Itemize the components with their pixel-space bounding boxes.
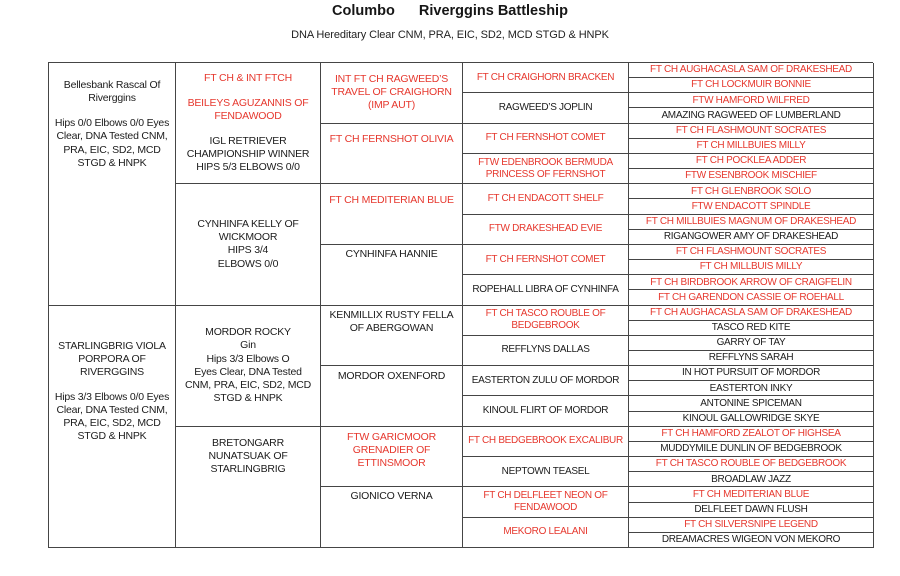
generation-3-cell-7: [321, 427, 463, 488]
pedigree-entry: IGL RETRIEVER CHAMPIONSHIP WINNER HIPS 5/3 ELBOWS 0/0: [186, 135, 310, 174]
generation-5-cell-19: [629, 336, 874, 351]
pedigree-entry: FTW DRAKESHEAD EVIE: [488, 223, 603, 235]
generation-5-cell-6: [629, 139, 874, 154]
pedigree-entry: Hips 0/0 Elbows 0/0 Eyes Clear, DNA Tested CNM, PRA, EIC, SD2, MCD STGD & HNPK: [54, 117, 170, 169]
document-subtitle: DNA Hereditary Clear CNM, PRA, EIC, SD2, MCD STGD & HNPK: [291, 29, 609, 41]
pedigree-entry: ROPEHALL LIBRA OF CYNHINFA: [472, 283, 619, 295]
generation-5-cell-10: [629, 199, 874, 214]
generation-4-cell-4: [463, 154, 629, 184]
generation-4-cell-3: [463, 124, 629, 154]
pedigree-entry: TASCO RED KITE: [711, 321, 791, 333]
pedigree-entry: FT CH FERNSHOT COMET: [485, 132, 606, 144]
pedigree-entry: FT CH AUGHACASLA SAM OF DRAKESHEAD: [650, 306, 852, 318]
generation-4-cell-8: [463, 275, 629, 305]
generation-2-cell-2: [176, 184, 321, 305]
generation-5-cell-8: [629, 169, 874, 184]
pedigree-entry: REFFLYNS SARAH: [708, 352, 794, 364]
pedigree-entry: KINOUL GALLOWRIDGE SKYE: [682, 412, 820, 424]
pedigree-entry: FT CH ENDACOTT SHELF: [487, 192, 604, 204]
pedigree-entry: FT CH AUGHACASLA SAM OF DRAKESHEAD: [650, 64, 852, 76]
generation-5-cell-18: [629, 321, 874, 336]
generation-5-cell-11: [629, 215, 874, 230]
generation-5-cell-13: [629, 245, 874, 260]
pedigree-entry: KINOUL FLIRT OF MORDOR: [482, 405, 609, 417]
pedigree-entry: MUDDYMILE DUNLIN OF BEDGEBROOK: [660, 443, 842, 455]
generation-5-cell-1: [629, 63, 874, 78]
generation-3-cell-6: [321, 366, 463, 427]
generation-2-cell-3: [176, 306, 321, 427]
pedigree-entry: FT CH GLENBROOK SOLO: [691, 185, 811, 197]
pedigree-entry: FT CH CRAIGHORN BRACKEN: [476, 71, 615, 83]
pedigree-entry: FT CH GARENDON CASSIE OF ROEHALL: [658, 291, 844, 303]
dog-registered-name: Riverggins Battleship: [418, 3, 568, 19]
pedigree-entry: INT FT CH RAGWEED’S TRAVEL OF CRAIGHORN (IMP AUT): [331, 73, 452, 112]
pedigree-entry: NEPTOWN TEASEL: [501, 465, 590, 477]
pedigree-entry: EASTERTON INKY: [709, 382, 793, 394]
generation-5-cell-27: [629, 457, 874, 472]
generation-4-cell-1: [463, 63, 629, 93]
pedigree-entry: FT CH POCKLEA ADDER: [695, 155, 807, 167]
pedigree-entry: Hips 3/3 Elbows 0/0 Eyes Clear, DNA Tested CNM, PRA, EIC, SD2, MCD STGD & HNPK: [54, 390, 170, 443]
pedigree-entry: MORDOR ROCKY Gin Hips 3/3 Elbows O Eyes Clear, DNA Tested CNM, PRA, EIC, SD2, MCD STGD & HNPK: [184, 326, 312, 404]
pedigree-entry: FT CH MEDITERIAN BLUE: [692, 488, 810, 500]
pedigree-entry: STARLINGBRIG VIOLA PORPORA OF RIVERGGINS: [58, 339, 166, 378]
generation-5-cell-12: [629, 230, 874, 245]
generation-3-cell-3: [321, 184, 463, 245]
generation-5-cell-30: [629, 503, 874, 518]
generation-3-cell-1: [321, 63, 463, 124]
pedigree-entry: BEILEYS AGUZANNIS OF FENDAWOOD: [187, 96, 309, 122]
pedigree-entry: Bellesbank Rascal Of Riverggins: [63, 79, 161, 105]
generation-5-cell-24: [629, 412, 874, 427]
generation-5-cell-31: [629, 518, 874, 533]
generation-5-cell-21: [629, 366, 874, 381]
generation-5-cell-7: [629, 154, 874, 169]
generation-4-cell-5: [463, 184, 629, 214]
dog-call-name: Columbo: [332, 3, 395, 19]
generation-5-cell-3: [629, 93, 874, 108]
pedigree-entry: FT CH LOCKMUIR BONNIE: [691, 79, 811, 91]
pedigree-entry: FT CH MEDITERIAN BLUE: [329, 194, 454, 207]
pedigree-entry: AMAZING RAGWEED OF LUMBERLAND: [661, 109, 841, 121]
pedigree-entry: FT CH BEDGEBROOK EXCALIBUR: [468, 435, 623, 447]
generation-2-cell-1: [176, 63, 321, 184]
pedigree-entry: FTW ESENBROOK MISCHIEF: [685, 170, 817, 182]
pedigree-entry: KENMILLIX RUSTY FELLA OF ABERGOWAN: [329, 308, 454, 334]
generation-1-cell-2: [49, 306, 176, 549]
generation-4-cell-2: [463, 93, 629, 123]
generation-4-cell-12: [463, 396, 629, 426]
generation-5-cell-29: [629, 487, 874, 502]
pedigree-entry: MEKORO LEALANI: [503, 526, 588, 538]
generation-5-cell-22: [629, 381, 874, 396]
pedigree-entry: DELFLEET DAWN FLUSH: [694, 503, 808, 515]
generation-2-cell-4: [176, 427, 321, 548]
pedigree-entry: FT CH HAMFORD ZEALOT OF HIGHSEA: [661, 428, 841, 440]
pedigree-entry: CYNHINFA HANNIE: [345, 247, 438, 260]
pedigree-entry: FT CH MILLBUIES MILLY: [696, 140, 806, 152]
generation-4-cell-9: [463, 306, 629, 336]
pedigree-entry: FT CH FERNSHOT OLIVIA: [329, 132, 454, 145]
pedigree-entry: EASTERTON ZULU OF MORDOR: [471, 374, 620, 386]
generation-4-cell-6: [463, 215, 629, 245]
pedigree-entry: REFFLYNS DALLAS: [501, 344, 590, 356]
pedigree-entry: FT CH SILVERSNIPE LEGEND: [684, 519, 818, 531]
generation-5-cell-23: [629, 396, 874, 411]
pedigree-entry: ANTONINE SPICEMAN: [700, 397, 802, 409]
pedigree-entry: FT CH MILLBUIS MILLY: [699, 261, 803, 273]
document-title: [0, 3, 900, 19]
pedigree-entry: CYNHINFA KELLY OF WICKMOOR HIPS 3/4 ELBOWS 0/0: [197, 218, 299, 270]
generation-5-cell-26: [629, 442, 874, 457]
pedigree-entry: GIONICO VERNA: [350, 490, 433, 503]
generation-5-cell-2: [629, 78, 874, 93]
generation-4-cell-7: [463, 245, 629, 275]
pedigree-entry: GARRY OF TAY: [716, 337, 786, 349]
generation-1-cell-1: [49, 63, 176, 306]
pedigree-entry: RAGWEED’S JOPLIN: [498, 101, 593, 113]
generation-4-cell-13: [463, 427, 629, 457]
pedigree-entry: FT CH & INT FTCH: [204, 71, 292, 84]
pedigree-entry: FTW EDENBROOK BERMUDA PRINCESS OF FERNSHOT: [478, 156, 613, 180]
pedigree-entry: FTW ENDACOTT SPINDLE: [691, 200, 811, 212]
pedigree-entry: BROADLAW JAZZ: [711, 473, 791, 485]
generation-5-cell-17: [629, 306, 874, 321]
generation-4-cell-15: [463, 487, 629, 517]
generation-5-cell-5: [629, 124, 874, 139]
pedigree-entry: FT CH BIRDBROOK ARROW OF CRAIGFELIN: [650, 276, 852, 288]
generation-4-cell-11: [463, 366, 629, 396]
pedigree-entry: FT CH MILLBUIES MAGNUM OF DRAKESHEAD: [645, 215, 857, 227]
pedigree-entry: RIGANGOWER AMY OF DRAKESHEAD: [663, 231, 839, 243]
generation-3-cell-8: [321, 487, 463, 548]
pedigree-entry: FT CH FERNSHOT COMET: [485, 253, 606, 265]
pedigree-entry: IN HOT PURSUIT OF MORDOR: [682, 367, 820, 379]
pedigree-entry: FTW GARICMOOR GRENADIER OF ETTINSMOOR: [347, 430, 436, 469]
pedigree-entry: FT CH FLASHMOUNT SOCRATES: [675, 246, 827, 258]
generation-5-cell-28: [629, 472, 874, 487]
pedigree-entry: FT CH DELFLEET NEON OF FENDAWOOD: [483, 490, 608, 514]
generation-3-cell-2: [321, 124, 463, 185]
generation-5-cell-14: [629, 260, 874, 275]
generation-5-cell-9: [629, 184, 874, 199]
generation-5-cell-32: [629, 533, 874, 548]
generation-5-cell-20: [629, 351, 874, 366]
generation-4-cell-14: [463, 457, 629, 487]
generation-5-cell-4: [629, 108, 874, 123]
generation-5-cell-16: [629, 290, 874, 305]
pedigree-entry: FT CH FLASHMOUNT SOCRATES: [675, 124, 827, 136]
generation-5-cell-25: [629, 427, 874, 442]
pedigree-table: [48, 62, 873, 548]
pedigree-entry: BRETONGARR NUNATSUAK OF STARLINGBRIG: [208, 436, 288, 475]
generation-4-cell-10: [463, 336, 629, 366]
pedigree-entry: DREAMACRES WIGEON VON MEKORO: [661, 534, 841, 546]
pedigree-entry: FT CH TASCO ROUBLE OF BEDGEBROOK: [485, 308, 606, 332]
generation-4-cell-16: [463, 518, 629, 548]
pedigree-entry: FT CH TASCO ROUBLE OF BEDGEBROOK: [655, 458, 847, 470]
pedigree-entry: MORDOR OXENFORD: [337, 370, 446, 383]
pedigree-entry: FTW HAMFORD WILFRED: [692, 94, 810, 106]
generation-5-cell-15: [629, 275, 874, 290]
generation-3-cell-4: [321, 245, 463, 306]
generation-3-cell-5: [321, 306, 463, 367]
